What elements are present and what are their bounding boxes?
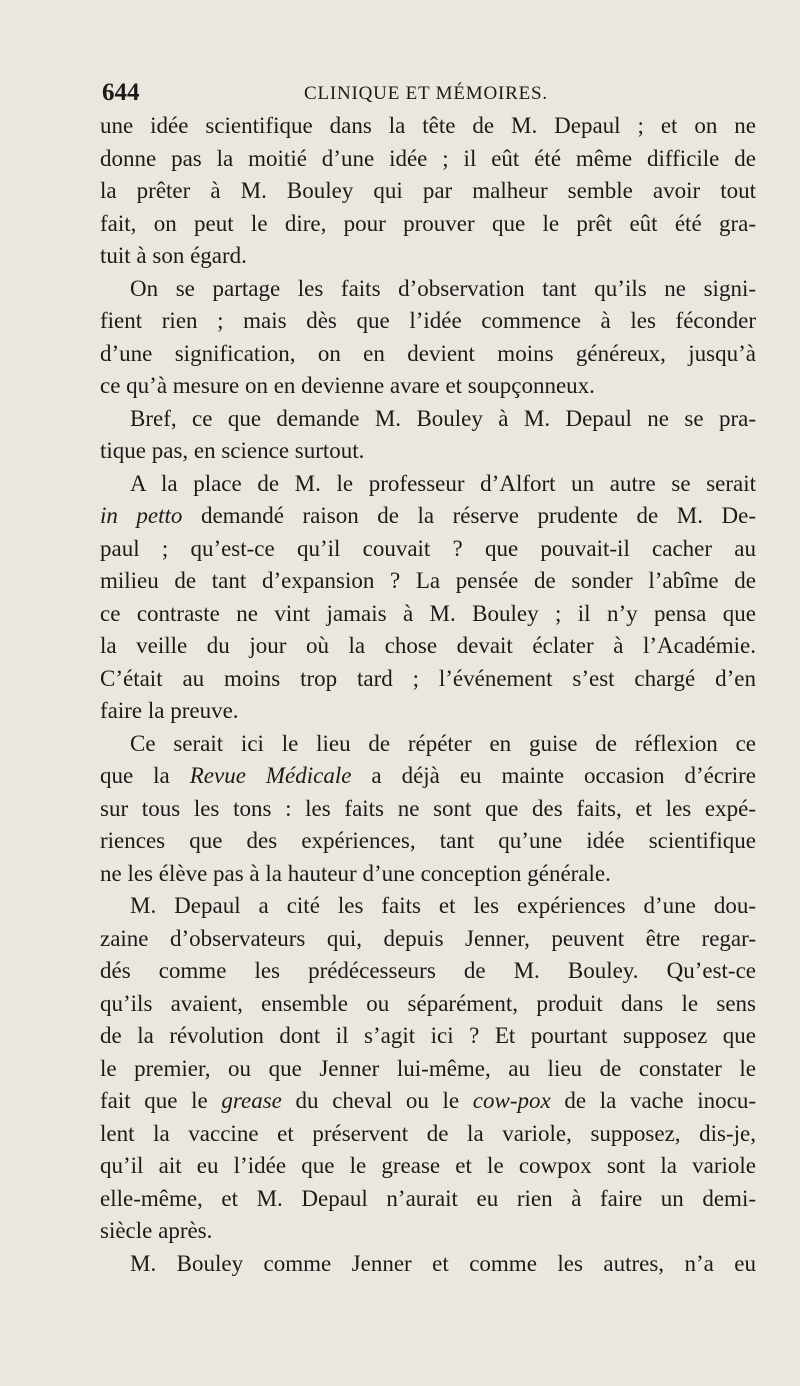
page-header (102, 78, 756, 108)
text-line: la veille du jour où la chose devait éclater à l’Académie. (100, 633, 756, 658)
text-line: fait, on peut le dire, pour prouver que le prêt eût été gra- (100, 210, 756, 236)
text-line: le premier, ou que Jenner lui-même, au lieu de constater le (100, 1055, 756, 1081)
text-line: tuit à son égard. (100, 243, 247, 268)
text-line-with-italic (100, 500, 756, 533)
text-line: dés comme les prédécesseurs de M. Bouley. Qu’est-ce (100, 958, 756, 983)
text-line: la prêter à M. Bouley qui par malheur semble avoir tout (100, 178, 756, 203)
text-line-with-italic (100, 760, 756, 793)
text-line: siècle après. (100, 1218, 213, 1243)
paragraph-first-line: On se partage les faits d’observation tant qu’ils ne signi- (130, 275, 756, 301)
text-line: ne les élève pas à la hauteur d’une conception générale. (100, 860, 611, 886)
text-run: du cheval ou le (281, 1088, 473, 1113)
paragraph-first-line: Ce serait ici le lieu de répéter en guise de réflexion ce (130, 730, 756, 756)
text-line: donne pas la moitié d’une idée ; il eût été même difficile de (100, 145, 756, 171)
italic-term: grease (221, 1088, 282, 1113)
text-line: lent la vaccine et préservent de la variole, supposez, dis-je, (100, 1120, 756, 1146)
text-line: qu’ils avaient, ensemble ou séparément, produit dans le sens (100, 990, 756, 1016)
italic-term: cow-pox (472, 1088, 551, 1113)
text-line: tique pas, en science surtout. (100, 438, 365, 463)
text-line: d’une signification, on en devient moins généreux, jusqu’à (100, 340, 756, 366)
text-run: que la (100, 763, 190, 788)
text-line: fient rien ; mais dès que l’idée commence à les féconder (100, 308, 756, 333)
text-line: ce contraste ne vint jamais à M. Bouley ; il n’y pensa que (100, 600, 756, 626)
running-head: CLINIQUE ET MÉMOIRES. (304, 83, 548, 104)
italic-title: Revue Médicale (189, 763, 352, 788)
italic-phrase: in petto (100, 503, 183, 528)
text-line-with-italic (100, 1085, 756, 1118)
text-run: de la vache inocu- (550, 1088, 756, 1113)
paragraph-first-line: M. Bouley comme Jenner et comme les autres, n’a eu (130, 1250, 756, 1276)
text-line: qu’il ait eu l’idée que le grease et le cowpox sont la variole (100, 1153, 756, 1178)
page-number: 644 (102, 79, 140, 106)
text-line: sur tous les tons : les faits ne sont que des faits, et les expé- (100, 795, 756, 821)
text-run: demandé raison de la réserve prudente de M. De- (182, 503, 756, 528)
body-text (100, 110, 756, 1280)
text-line: faire la preuve. (100, 698, 239, 723)
text-line: C’était au moins trop tard ; l’événement s’est chargé d’en (100, 665, 756, 691)
text-line: paul ; qu’est-ce qu’il couvait ? que pouvait-il cacher au (100, 535, 756, 561)
text-line: ce qu’à mesure on en devienne avare et soupçonneux. (100, 373, 595, 398)
text-line: riences que des expériences, tant qu’une idée scientifique (100, 828, 756, 853)
text-line: une idée scientifique dans la tête de M. Depaul ; et on ne (100, 113, 756, 138)
text-line: milieu de tant d’expansion ? La pensée de sonder l’abîme de (100, 568, 756, 593)
text-run: fait que le (100, 1088, 222, 1113)
paragraph-first-line: Bref, ce que demande M. Bouley à M. Depaul ne se pra- (130, 405, 756, 431)
text-run: a déjà eu mainte occasion d’écrire (351, 763, 756, 788)
text-line: zaine d’observateurs qui, depuis Jenner, peuvent être regar- (100, 925, 756, 951)
paragraph-first-line: M. Depaul a cité les faits et les expériences d’une dou- (130, 893, 756, 918)
text-line: elle-même, et M. Depaul n’aurait eu rien à faire un demi- (100, 1185, 756, 1211)
text-line: de la révolution dont il s’agit ici ? Et pourtant supposez que (100, 1023, 756, 1048)
paragraph-first-line: A la place de M. le professeur d’Alfort un autre se serait (130, 470, 756, 496)
